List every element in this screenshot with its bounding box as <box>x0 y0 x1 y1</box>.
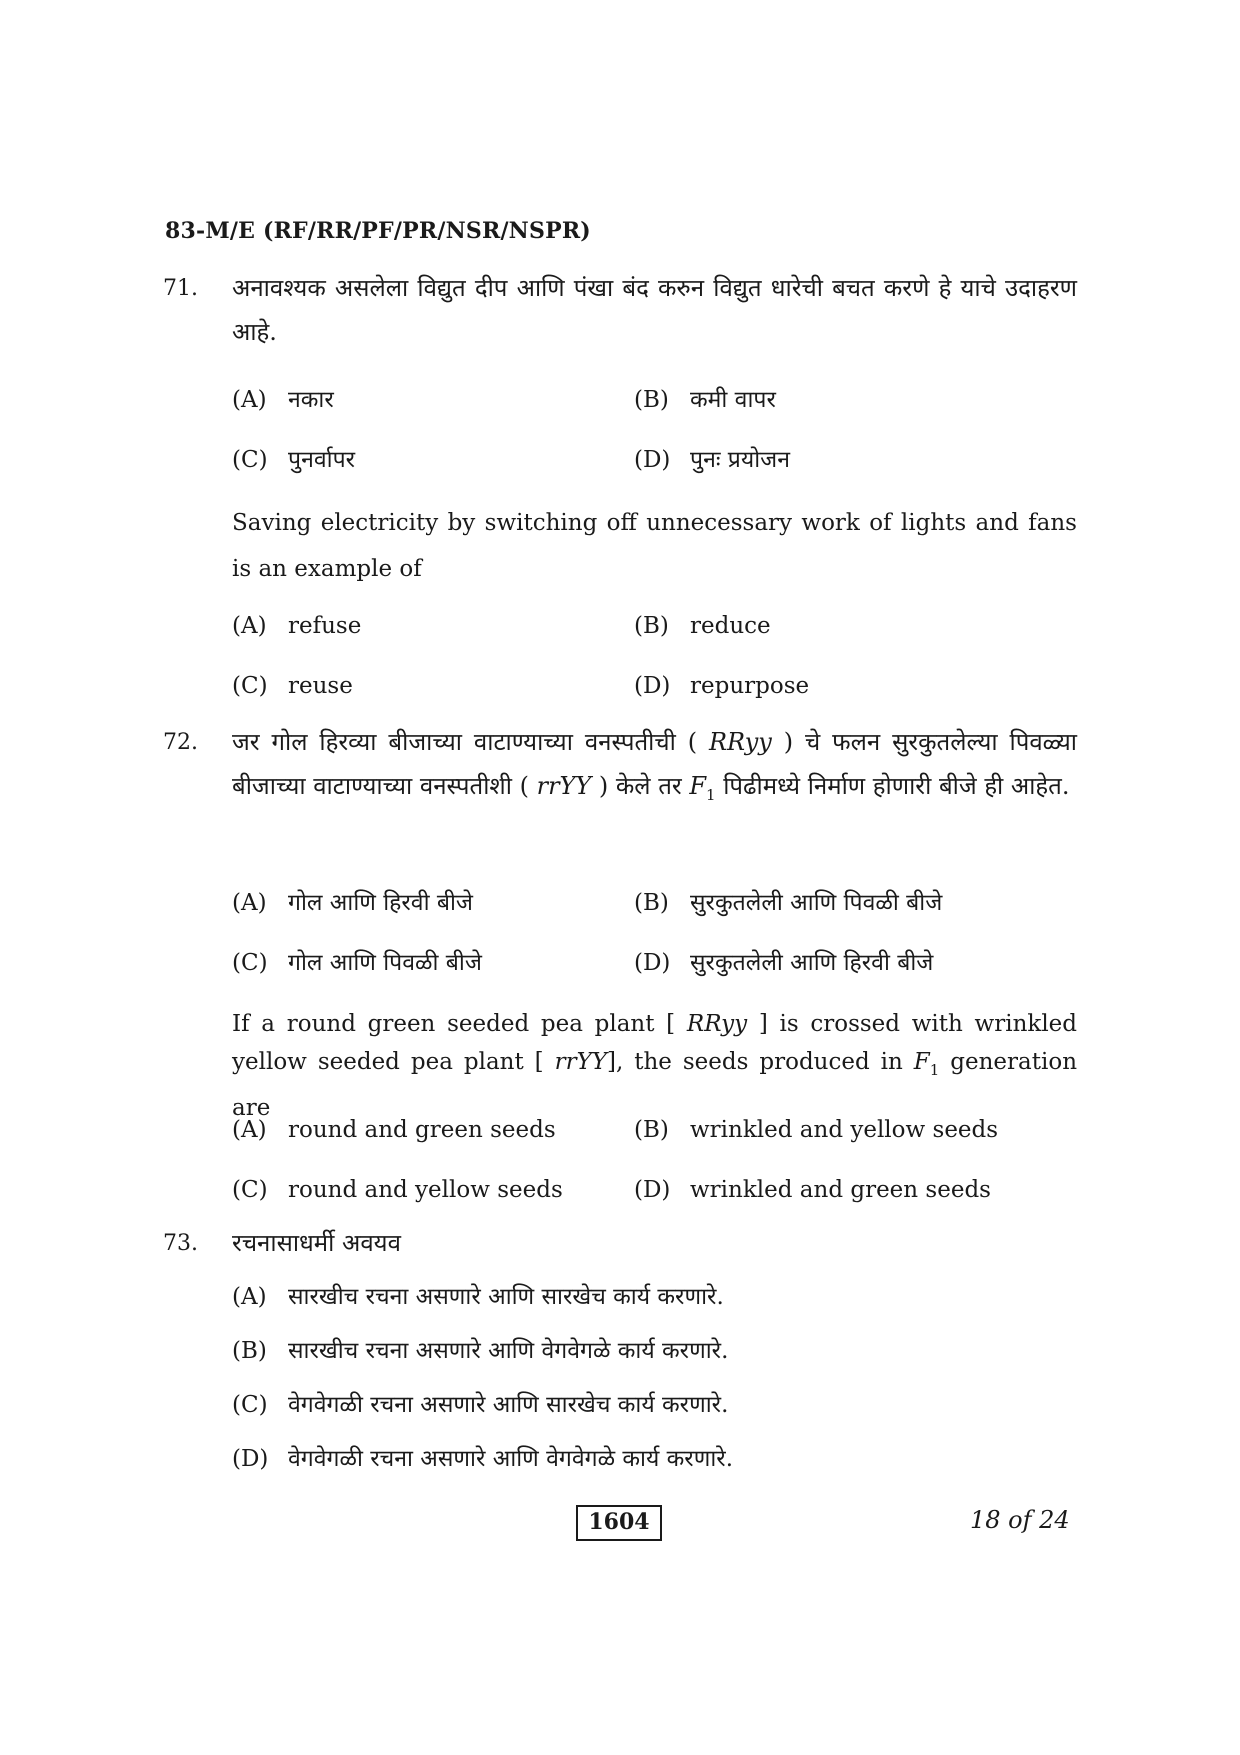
question-72-marathi-text: जर गोल हिरव्या बीजाच्या वाटाण्याच्या वनस्पतीची ( RRyy ) चे फलन सुरकुतलेल्या पिवळ्या बीजाच्या वाटाण्याच्या वनस्पतीशी ( rrYY ) केले तर $F_1$ पिढीमध्ये निर्माण होणारी बीजे ही आहेत. <box>232 728 1077 804</box>
q73-option-a: (A) सारखीच रचना असणारे आणि सारखेच कार्य करणारे. <box>232 1284 724 1310</box>
q71-english-option-b: (B) reduce <box>634 613 771 639</box>
q73-option-b: (B) सारखीच रचना असणारे आणि वेगवेगळे कार्य करणारे. <box>232 1338 729 1364</box>
paper-code-header: 83-M/E (RF/RR/PF/PR/NSR/NSPR) <box>165 218 591 244</box>
q71-english-option-d: (D) repurpose <box>634 673 810 699</box>
q72-english-option-c: (C) round and yellow seeds <box>232 1177 563 1203</box>
question-73-marathi-text: रचनासाधर्मी अवयव <box>232 1229 401 1257</box>
q71-marathi-option-c: (C) पुनर्वापर <box>232 447 356 473</box>
q72-marathi-option-d: (D) सुरकुतलेली आणि हिरवी बीजे <box>634 950 934 976</box>
q72-english-option-b: (B) wrinkled and yellow seeds <box>634 1117 999 1143</box>
footer-code-box: 1604 <box>576 1505 662 1541</box>
q72-marathi-option-b: (B) सुरकुतलेली आणि पिवळी बीजे <box>634 890 943 916</box>
q72-marathi-option-c: (C) गोल आणि पिवळी बीजे <box>232 950 482 976</box>
question-72-english-text: If a round green seeded pea plant [ RRyy ] is crossed with wrinkled yellow seeded pea plant [ rrYY], the seeds produced in $F_1$ generation are <box>232 1011 1078 1121</box>
q71-marathi-option-d: (D) पुनः प्रयोजन <box>634 447 791 473</box>
q71-marathi-option-a: (A) नकार <box>232 387 334 413</box>
q71-english-option-c: (C) reuse <box>232 673 353 699</box>
q72-english-option-d: (D) wrinkled and green seeds <box>634 1177 991 1203</box>
question-72-number: 72. <box>163 730 198 755</box>
q71-english-option-a: (A) refuse <box>232 613 362 639</box>
question-71-english-text: Saving electricity by switching off unnecessary work of lights and fans is an example of <box>232 510 1077 582</box>
q73-option-c: (C) वेगवेगळी रचना असणारे आणि सारखेच कार्य करणारे. <box>232 1392 729 1418</box>
q73-option-d: (D) वेगवेगळी रचना असणारे आणि वेगवेगळे कार्य करणारे. <box>232 1446 734 1472</box>
question-73-number: 73. <box>163 1231 198 1256</box>
question-71-marathi-text: अनावश्यक असलेला विद्युत दीप आणि पंखा बंद करुन विद्युत धारेची बचत करणे हे याचे उदाहरण आहे. <box>232 274 1077 346</box>
q72-marathi-option-a: (A) गोल आणि हिरवी बीजे <box>232 890 474 916</box>
q72-english-option-a: (A) round and green seeds <box>232 1117 556 1143</box>
question-71-number: 71. <box>163 276 198 301</box>
page-number: 18 of 24 <box>970 1506 1070 1534</box>
q71-marathi-option-b: (B) कमी वापर <box>634 387 776 413</box>
